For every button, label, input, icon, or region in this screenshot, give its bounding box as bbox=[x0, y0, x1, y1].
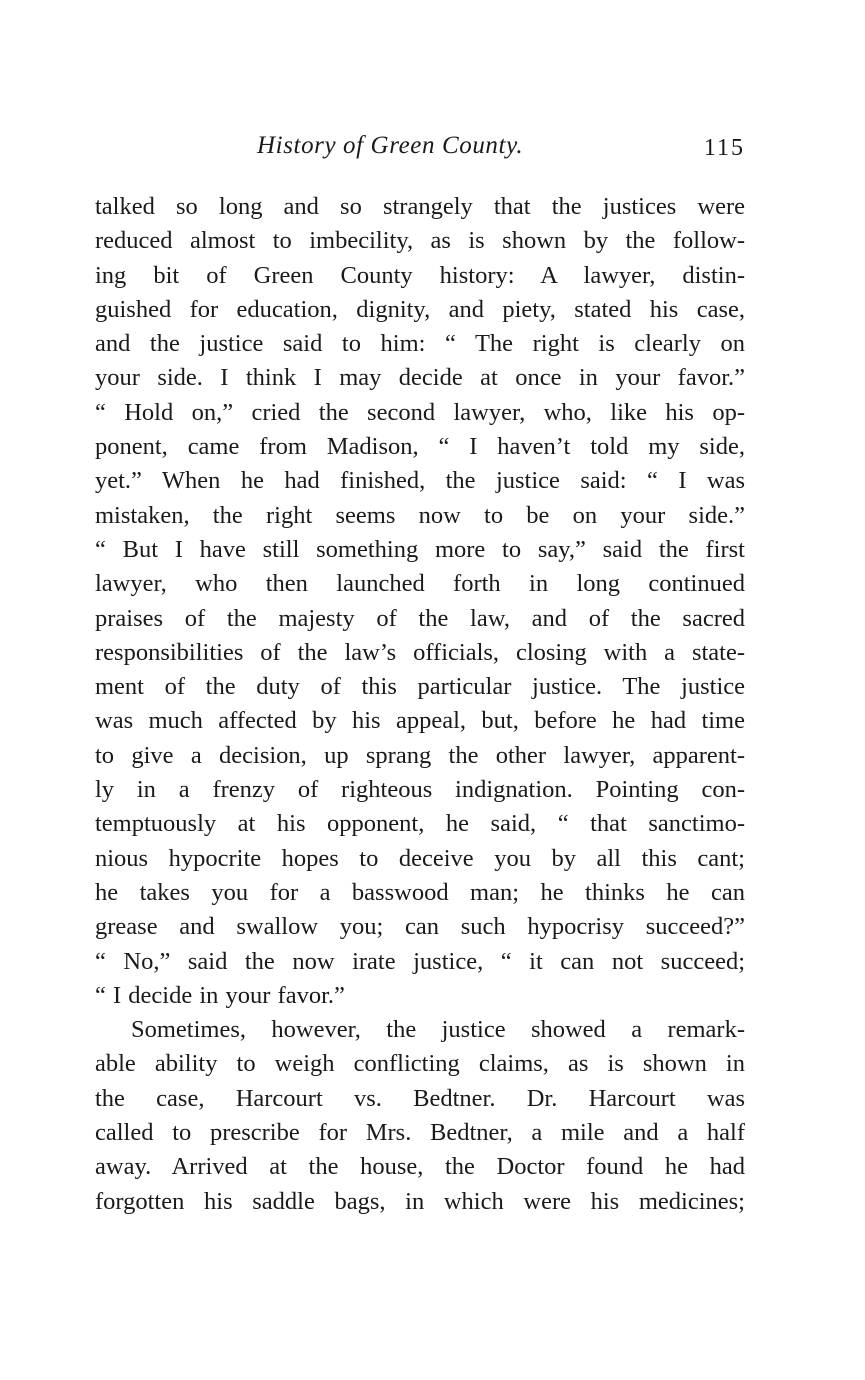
text-line: guished for education, dignity, and piety, stated his case, bbox=[95, 295, 745, 323]
text-line: he takes you for a basswood man; he thinks he can bbox=[95, 878, 745, 906]
body-text bbox=[95, 190, 745, 1219]
text-line: grease and swallow you; can such hypocrisy succeed?” bbox=[95, 913, 745, 941]
text-line: called to prescribe for Mrs. Bedtner, a mile and a half bbox=[95, 1119, 745, 1147]
text-line: to give a decision, up sprang the other lawyer, apparent- bbox=[95, 741, 745, 769]
text-line: able ability to weigh conflicting claims, as is shown in bbox=[95, 1050, 745, 1078]
text-line: “ But I have still something more to say,” said the first bbox=[95, 535, 745, 563]
paragraph-start-line: Sometimes, however, the justice showed a remark- bbox=[131, 1016, 745, 1044]
text-line: yet.” When he had finished, the justice said: “ I was bbox=[95, 467, 745, 495]
text-line: mistaken, the right seems now to be on your side.” bbox=[95, 501, 745, 529]
page-number: 115 bbox=[703, 135, 745, 161]
text-line: was much affected by his appeal, but, before he had time bbox=[95, 707, 745, 735]
text-line: ment of the duty of this particular justice. The justice bbox=[95, 673, 745, 701]
text-line: responsibilities of the law’s officials, closing with a state- bbox=[95, 638, 745, 666]
page-header bbox=[95, 132, 745, 172]
text-line: ly in a frenzy of righteous indignation. Pointing con- bbox=[95, 776, 745, 804]
text-line: lawyer, who then launched forth in long continued bbox=[95, 570, 745, 598]
text-line: reduced almost to imbecility, as is shown by the follow- bbox=[95, 227, 745, 255]
running-title: History of Green County. bbox=[257, 132, 524, 159]
text-line: “ Hold on,” cried the second lawyer, who, like his op- bbox=[95, 398, 745, 426]
text-line: your side. I think I may decide at once in your favor.” bbox=[95, 364, 745, 392]
text-line: forgotten his saddle bags, in which were his medicines; bbox=[95, 1187, 745, 1215]
text-line: “ No,” said the now irate justice, “ it can not succeed; bbox=[95, 947, 745, 975]
text-line: the case, Harcourt vs. Bedtner. Dr. Harcourt was bbox=[95, 1084, 745, 1112]
paragraph-end-line: “ I decide in your favor.” bbox=[95, 981, 345, 1009]
text-line: ing bit of Green County history: A lawyer, distin- bbox=[95, 261, 745, 289]
text-line: away. Arrived at the house, the Doctor found he had bbox=[95, 1153, 745, 1181]
text-line: praises of the majesty of the law, and of the sacred bbox=[95, 604, 745, 632]
text-line: nious hypocrite hopes to deceive you by all this cant; bbox=[95, 844, 745, 872]
text-line: temptuously at his opponent, he said, “ that sanctimo- bbox=[95, 810, 745, 838]
text-line: ponent, came from Madison, “ I haven’t told my side, bbox=[95, 433, 745, 461]
text-line: talked so long and so strangely that the justices were bbox=[95, 193, 745, 220]
text-line: and the justice said to him: “ The right is clearly on bbox=[95, 330, 745, 358]
